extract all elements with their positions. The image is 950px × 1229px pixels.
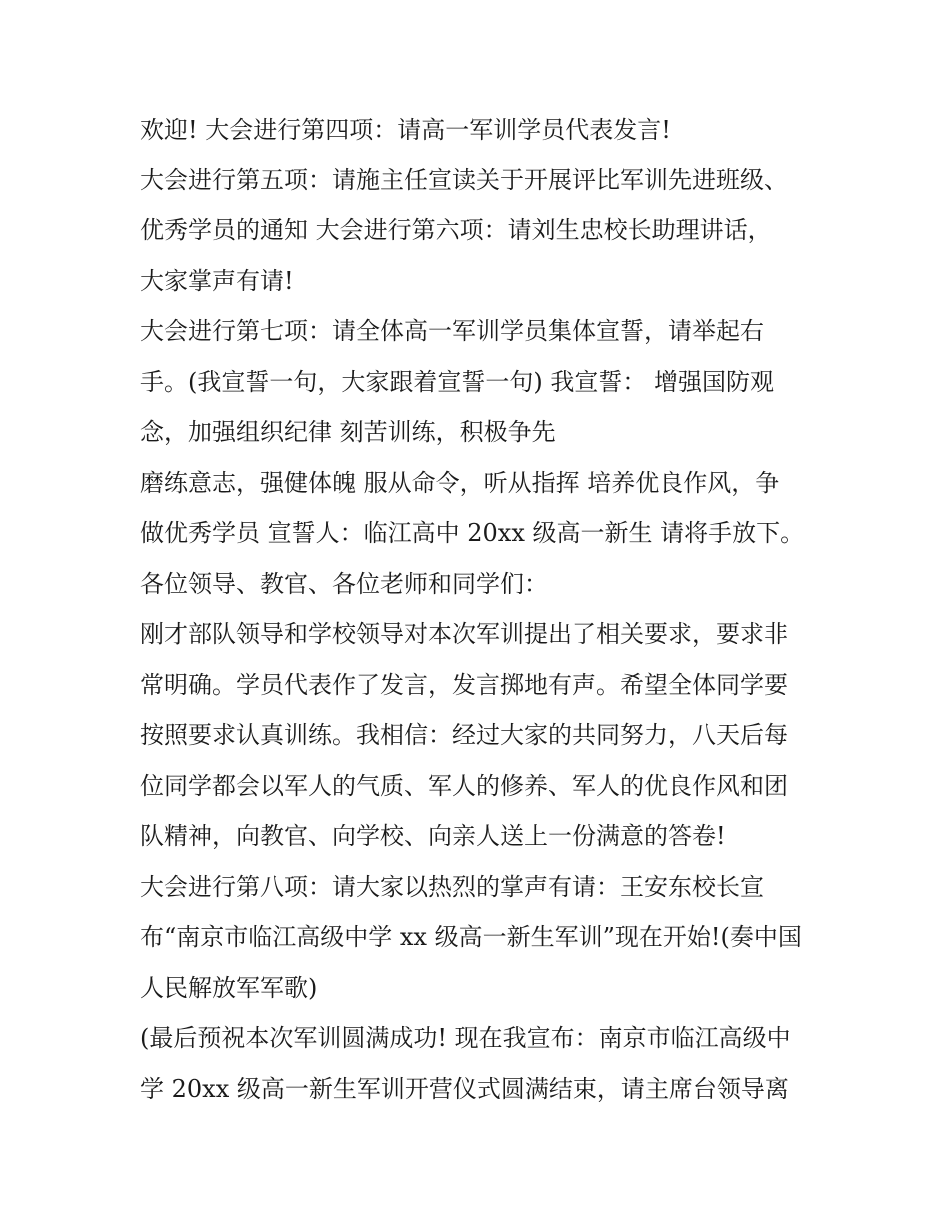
text-line: 人民解放军军歌) (140, 974, 318, 1002)
text-line: (最后预祝本次军训圆满成功! 现在我宣布：南京市临江高级中 (140, 1024, 791, 1052)
text-line: 做优秀学员 宣誓人：临江高中 20xx 级高一新生 请将手放下。 (140, 519, 805, 547)
text-line: 学 20xx 级高一新生军训开营仪式圆满结束，请主席台领导离 (140, 1075, 789, 1103)
text-line: 磨练意志，强健体魄 服从命令，听从指挥 培养优良作风，争 (140, 469, 780, 497)
text-line: 大家掌声有请! (140, 267, 294, 295)
text-line: 欢迎! 大会进行第四项：请高一军训学员代表发言! (140, 116, 671, 144)
text-line: 队精神，向教官、向学校、向亲人送上一份满意的答卷! (140, 822, 726, 850)
text-line: 刚才部队领导和学校领导对本次军训提出了相关要求，要求非 (140, 620, 788, 648)
text-line: 位同学都会以军人的气质、军人的修养、军人的优良作风和团 (140, 772, 788, 800)
text-line: 大会进行第五项：请施主任宣读关于开展评比军训先进班级、 (140, 166, 788, 194)
text-line: 按照要求认真训练。我相信：经过大家的共同努力，八天后每 (140, 721, 788, 749)
text-line: 大会进行第八项：请大家以热烈的掌声有请：王安东校长宣 (140, 873, 764, 901)
text-line: 手。(我宣誓一句，大家跟着宣誓一句) 我宣誓： 增强国防观 (140, 368, 774, 396)
text-line: 大会进行第七项：请全体高一军训学员集体宣誓，请举起右 (140, 317, 764, 345)
text-line: 念，加强组织纪律 刻苦训练，积极争先 (140, 418, 556, 446)
text-line: 各位领导、教官、各位老师和同学们： (140, 570, 548, 598)
text-line: 优秀学员的通知 大会进行第六项：请刘生忠校长助理讲话， (140, 216, 772, 244)
text-line: 布“南京市临江高级中学 xx 级高一新生军训”现在开始!(奏中国 (140, 923, 802, 951)
text-line: 常明确。学员代表作了发言，发言掷地有声。希望全体同学要 (140, 671, 788, 699)
